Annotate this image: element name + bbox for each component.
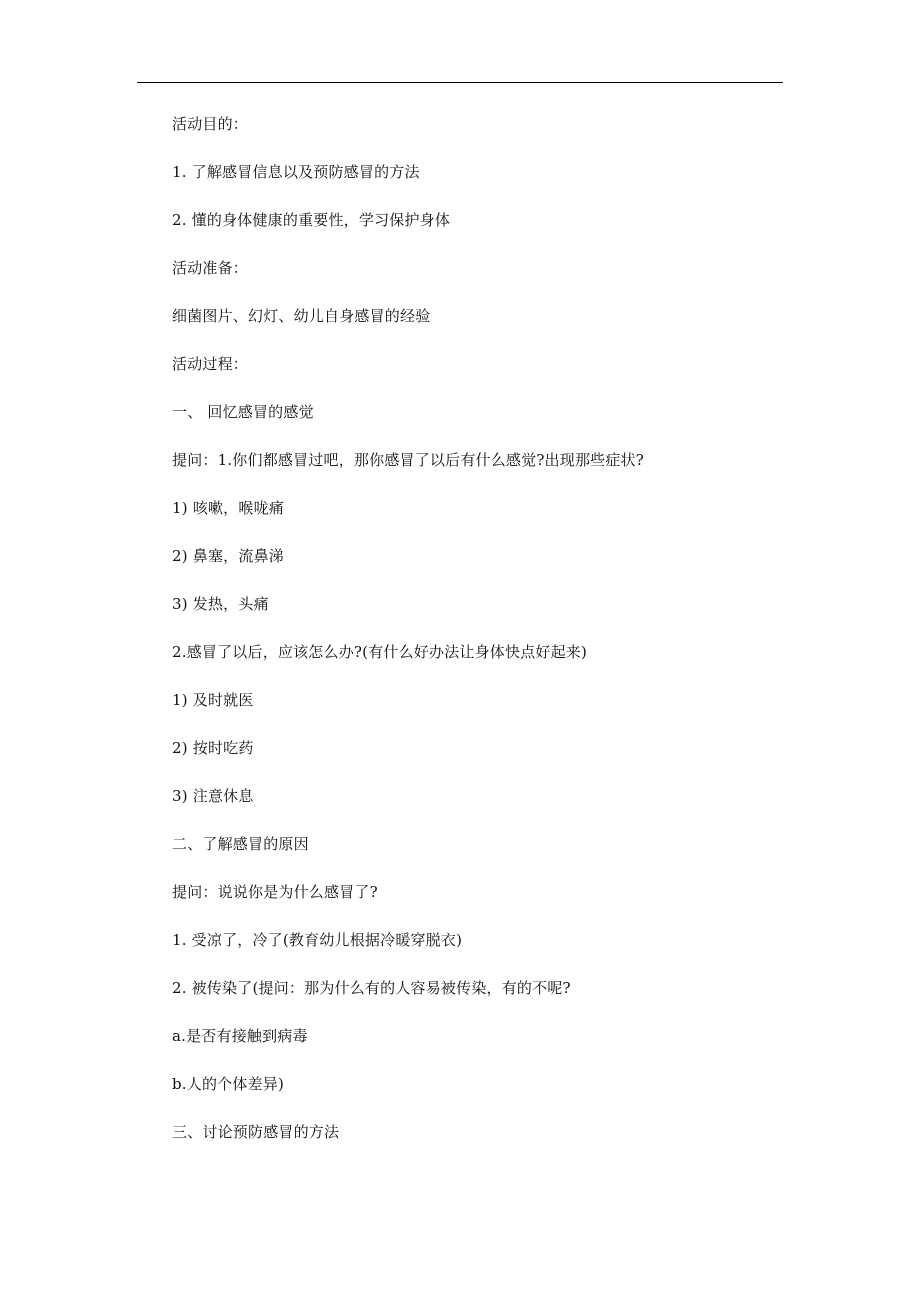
heading-activity-process: 活动过程：: [172, 355, 249, 373]
heading-activity-preparation: 活动准备：: [172, 259, 249, 277]
goal-item-1: 1. 了解感冒信息以及预防感冒的方法: [172, 163, 420, 181]
remedy-item-3: 3) 注意休息: [172, 787, 254, 805]
cause-item-1: 1. 受凉了，冷了(教育幼儿根据冷暖穿脱衣): [172, 931, 463, 949]
heading-activity-goal: 活动目的：: [172, 115, 249, 133]
cause-subitem-a: a.是否有接触到病毒: [172, 1027, 308, 1045]
symptom-item-2: 2) 鼻塞，流鼻涕: [172, 547, 284, 565]
cause-subitem-b: b.人的个体差异): [172, 1075, 285, 1093]
cause-item-2: 2. 被传染了(提问：那为什么有的人容易被传染，有的不呢?: [172, 979, 571, 997]
section-1-heading: 一、 回忆感冒的感觉: [172, 403, 314, 421]
header-rule: [137, 82, 783, 83]
document-body: [172, 113, 772, 1169]
symptom-item-1: 1) 咳嗽，喉咙痛: [172, 499, 284, 517]
goal-item-2: 2. 懂的身体健康的重要性，学习保护身体: [172, 211, 451, 229]
remedy-item-2: 2) 按时吃药: [172, 739, 254, 757]
question-1: 提问：1.你们都感冒过吧，那你感冒了以后有什么感觉?出现那些症状?: [172, 451, 644, 469]
question-2: 2.感冒了以后，应该怎么办?(有什么好办法让身体快点好起来): [172, 643, 588, 661]
section-3-heading: 三、讨论预防感冒的方法: [172, 1123, 340, 1141]
preparation-text: 细菌图片、幻灯、幼儿自身感冒的经验: [172, 307, 431, 325]
remedy-item-1: 1) 及时就医: [172, 691, 254, 709]
section-2-heading: 二、了解感冒的原因: [172, 835, 309, 853]
question-3: 提问：说说你是为什么感冒了?: [172, 883, 378, 901]
symptom-item-3: 3) 发热，头痛: [172, 595, 269, 613]
